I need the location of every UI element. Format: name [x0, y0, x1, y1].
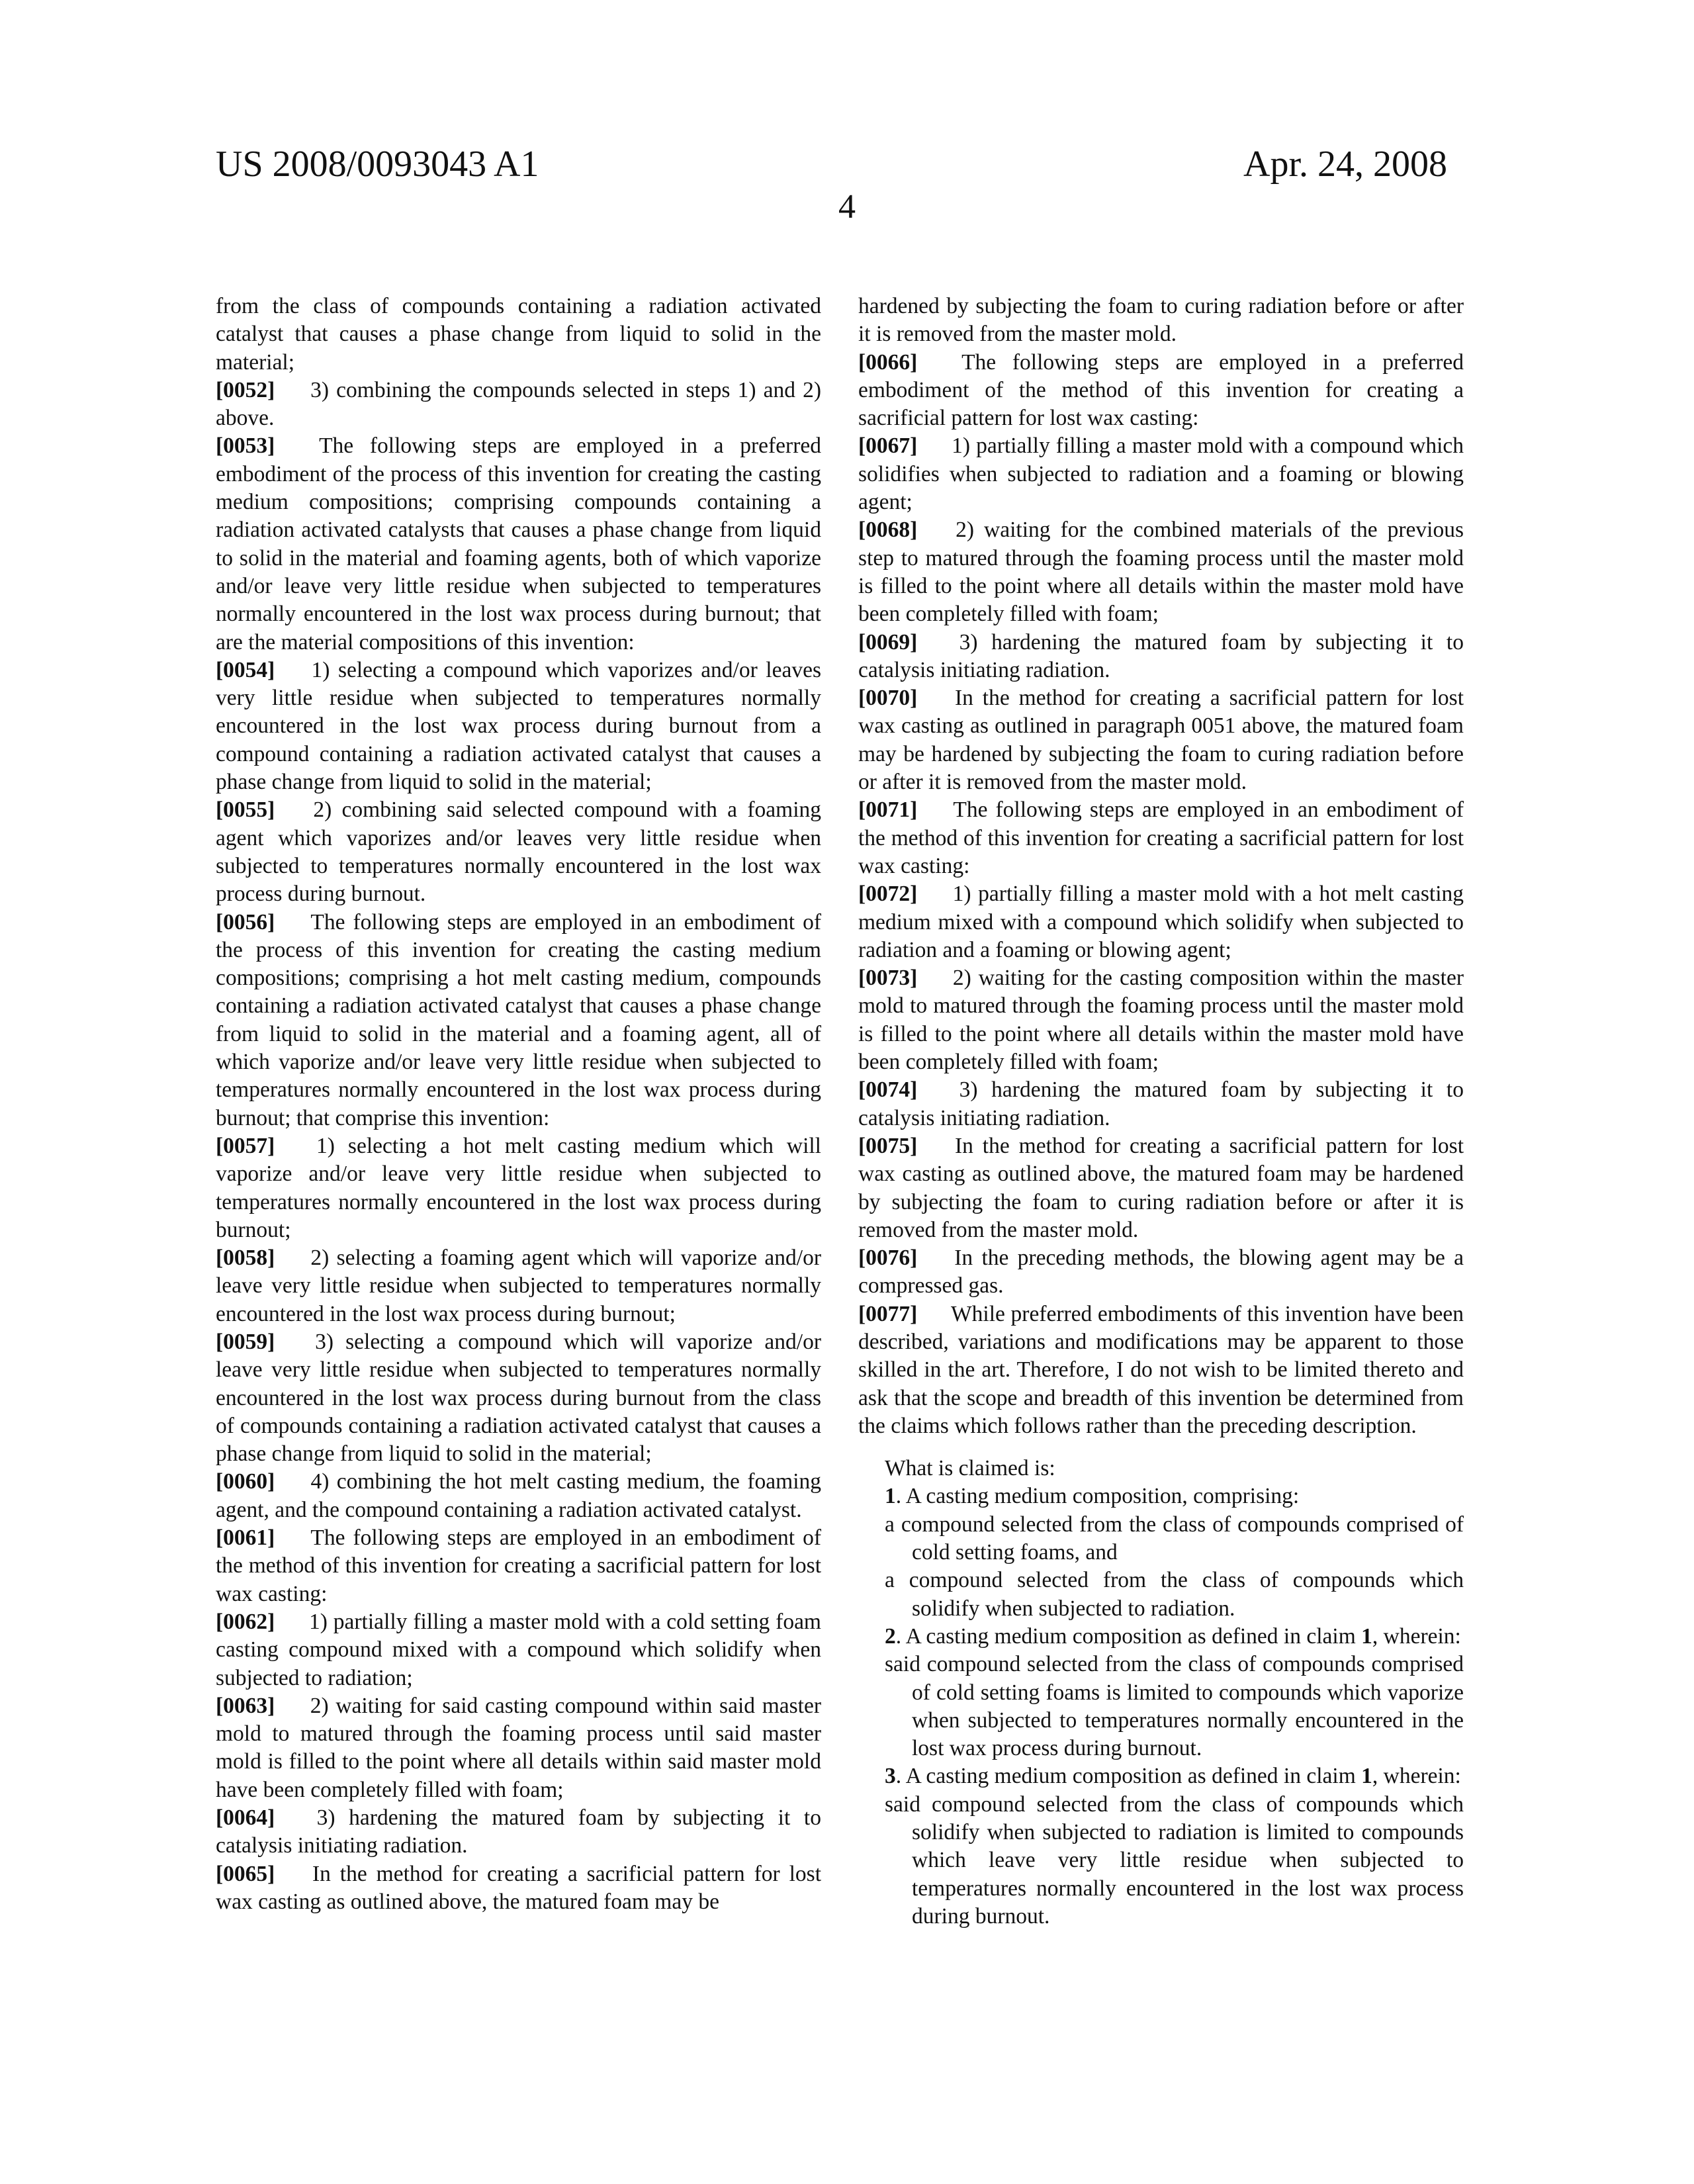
claims-intro: What is claimed is: [858, 1455, 1464, 1482]
paragraph-0075: [0075] In the method for creating a sacrificial pattern for lost wax casting as outlined above, the matured foam may be hardened by subjecting the foam to curing radiation before or after it is removed from the master mold. [858, 1132, 1464, 1244]
claim-2: 2. A casting medium composition as defined in claim 1, wherein: [858, 1623, 1464, 1651]
paragraph-0077: [0077] While preferred embodiments of this invention have been described, variations and modifications may be apparent to those skilled in the art. Therefore, I do not wish to be limited thereto and ask that the scope and breadth of this invention be determined from the claims which follows rather than the preceding description. [858, 1300, 1464, 1440]
paragraph-0076: [0076] In the preceding methods, the blowing agent may be a compressed gas. [858, 1244, 1464, 1300]
paragraph-number: [0055] [216, 796, 303, 824]
claim-1-element-a: a compound selected from the class of compounds comprised of cold setting foams, and [858, 1511, 1464, 1567]
paragraph-continuation: from the class of compounds containing a radiation activated catalyst that causes a phase change from liquid to solid in the material; [216, 293, 821, 377]
paragraph-number: [0057] [216, 1132, 303, 1160]
paragraph-number: [0066] [858, 349, 946, 377]
paragraph-0058: [0058] 2) selecting a foaming agent which will vaporize and/or leave very little residue when subjected to temperatures normally encountered in the lost wax process during burnout; [216, 1244, 821, 1328]
paragraph-number: [0062] [216, 1608, 303, 1636]
claim-3: 3. A casting medium composition as defined in claim 1, wherein: [858, 1762, 1464, 1790]
paragraph-number: [0075] [858, 1132, 946, 1160]
paragraph-continuation: hardened by subjecting the foam to curing radiation before or after it is removed from the master mold. [858, 293, 1464, 349]
paragraph-number: [0069] [858, 629, 946, 657]
paragraph-0060: [0060] 4) combining the hot melt casting medium, the foaming agent, and the compound containing a radiation activated catalyst. [216, 1468, 821, 1524]
paragraph-number: [0074] [858, 1076, 946, 1104]
claim-number: 3 [885, 1764, 896, 1788]
paragraph-number: [0059] [216, 1328, 303, 1356]
paragraph-number: [0067] [858, 432, 946, 460]
claim-1: 1. A casting medium composition, comprising: [858, 1482, 1464, 1510]
publication-date: Apr. 24, 2008 [1243, 144, 1447, 184]
paragraph-0063: [0063] 2) waiting for said casting compound within said master mold to matured through the foaming process until said master mold is filled to the point where all details within said master mold have been completely filled with foam; [216, 1692, 821, 1804]
paragraph-number: [0061] [216, 1524, 303, 1552]
paragraph-0073: [0073] 2) waiting for the casting composition within the master mold to matured through the foaming process until the master mold is filled to the point where all details within the master mold have been completely filled with foam; [858, 964, 1464, 1076]
paragraph-0057: [0057] 1) selecting a hot melt casting medium which will vaporize and/or leave very little residue when subjected to temperatures normally encountered in the lost wax process during burnout; [216, 1132, 821, 1244]
paragraph-0052: [0052] 3) combining the compounds selected in steps 1) and 2) above. [216, 377, 821, 433]
paragraph-0064: [0064] 3) hardening the matured foam by subjecting it to catalysis initiating radiation. [216, 1804, 821, 1860]
paragraph-0056: [0056] The following steps are employed in an embodiment of the process of this invention for creating the casting medium compositions; comprising a hot melt casting medium, compounds containing a radiation activated catalyst that causes a phase change from liquid to solid in the material and a foaming agent, all of which vaporize and/or leave very little residue when subjected to temperatures normally encountered in the lost wax process during burnout; that comprise this invention: [216, 909, 821, 1132]
paragraph-number: [0065] [216, 1860, 303, 1888]
paragraph-0074: [0074] 3) hardening the matured foam by subjecting it to catalysis initiating radiation. [858, 1076, 1464, 1132]
paragraph-0068: [0068] 2) waiting for the combined materials of the previous step to matured through the foaming process until the master mold is filled to the point where all details within the master mold have been completely filled with foam; [858, 516, 1464, 628]
paragraph-0071: [0071] The following steps are employed in an embodiment of the method of this invention for creating a sacrificial pattern for lost wax casting: [858, 796, 1464, 880]
paragraph-number: [0054] [216, 657, 303, 684]
paragraph-0069: [0069] 3) hardening the matured foam by subjecting it to catalysis initiating radiation. [858, 629, 1464, 685]
patent-number: US 2008/0093043 A1 [216, 144, 539, 184]
paragraph-number: [0068] [858, 516, 946, 544]
left-column [216, 293, 821, 1916]
claim-number: 1 [885, 1484, 896, 1508]
right-column [858, 293, 1464, 1931]
paragraph-number: [0077] [858, 1300, 946, 1328]
paragraph-0067: [0067] 1) partially filling a master mold with a compound which solidifies when subjected to radiation and a foaming or blowing agent; [858, 432, 1464, 516]
paragraph-0066: [0066] The following steps are employed in a preferred embodiment of the method of this invention for creating a sacrificial pattern for lost wax casting: [858, 349, 1464, 433]
claim-2-element: said compound selected from the class of compounds comprised of cold setting foams is limited to compounds which vaporize when subjected to temperatures normally encountered in the lost wax process during burnout. [858, 1651, 1464, 1762]
paragraph-0062: [0062] 1) partially filling a master mold with a cold setting foam casting compound mixed with a compound which solidify when subjected to radiation; [216, 1608, 821, 1692]
paragraph-0059: [0059] 3) selecting a compound which will vaporize and/or leave very little residue when subjected to temperatures normally encountered in the lost wax process during burnout from the class of compounds containing a radiation activated catalyst that causes a phase change from liquid to solid in the material; [216, 1328, 821, 1468]
paragraph-number: [0076] [858, 1244, 946, 1272]
paragraph-0053: [0053] The following steps are employed in a preferred embodiment of the process of this invention for creating the casting medium compositions; comprising compounds containing a radiation activated catalysts that causes a phase change from liquid to solid in the material and foaming agents, both of which vaporize and/or leave very little residue when subjected to temperatures normally encountered in the lost wax process during burnout; that are the material compositions of this invention: [216, 432, 821, 656]
paragraph-0070: [0070] In the method for creating a sacrificial pattern for lost wax casting as outlined in paragraph 0051 above, the matured foam may be hardened by subjecting the foam to curing radiation before or after it is removed from the master mold. [858, 684, 1464, 796]
claim-number: 2 [885, 1624, 896, 1649]
claim-3-element: said compound selected from the class of compounds which solidify when subjected to radiation is limited to compounds which leave very little residue when subjected to temperatures normally encountered in the lost wax process during burnout. [858, 1791, 1464, 1931]
paragraph-number: [0052] [216, 377, 303, 404]
paragraph-0065: [0065] In the method for creating a sacrificial pattern for lost wax casting as outlined above, the matured foam may be [216, 1860, 821, 1917]
paragraph-number: [0058] [216, 1244, 303, 1272]
paragraph-0072: [0072] 1) partially filling a master mold with a hot melt casting medium mixed with a compound which solidify when subjected to radiation and a foaming or blowing agent; [858, 880, 1464, 964]
paragraph-number: [0071] [858, 796, 946, 824]
paragraph-0054: [0054] 1) selecting a compound which vaporizes and/or leaves very little residue when subjected to temperatures normally encountered in the lost wax process during burnout from a compound containing a radiation activated catalyst that causes a phase change from liquid to solid in the material; [216, 657, 821, 796]
paragraph-number: [0053] [216, 432, 303, 460]
paragraph-number: [0072] [858, 880, 946, 908]
paragraph-number: [0060] [216, 1468, 303, 1496]
paragraph-number: [0064] [216, 1804, 303, 1832]
claim-reference: 1 [1361, 1624, 1372, 1649]
paragraph-0055: [0055] 2) combining said selected compound with a foaming agent which vaporizes and/or leaves very little residue when subjected to temperatures normally encountered in the lost wax process during burnout. [216, 796, 821, 908]
paragraph-0061: [0061] The following steps are employed in an embodiment of the method of this invention for creating a sacrificial pattern for lost wax casting: [216, 1524, 821, 1608]
paragraph-number: [0063] [216, 1692, 303, 1720]
page-number: 4 [0, 189, 1694, 226]
paragraph-number: [0070] [858, 684, 946, 712]
claim-1-element-b: a compound selected from the class of compounds which solidify when subjected to radiation. [858, 1567, 1464, 1623]
paragraph-number: [0056] [216, 909, 303, 936]
claim-reference: 1 [1361, 1764, 1372, 1788]
paragraph-number: [0073] [858, 964, 946, 992]
